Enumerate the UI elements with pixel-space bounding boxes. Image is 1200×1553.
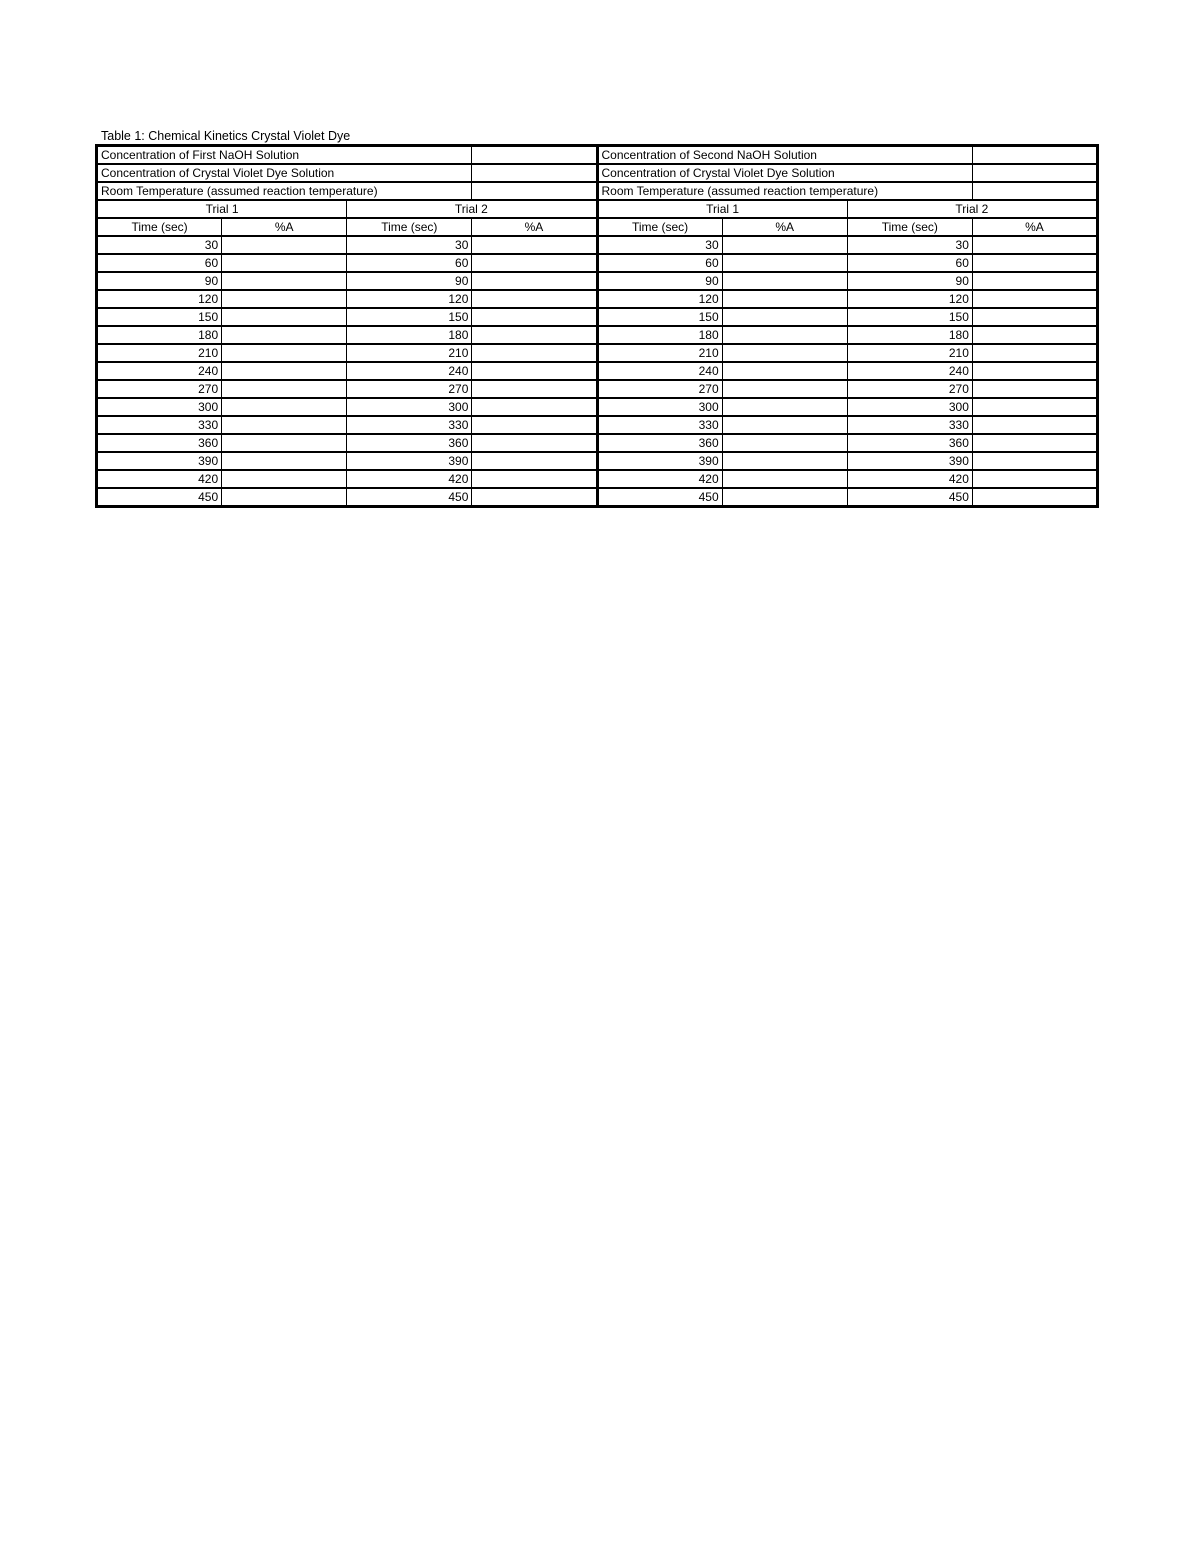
column-header: Time (sec) [347,218,472,236]
absorbance-cell[interactable] [222,416,347,434]
first-naoh-concentration-value[interactable] [472,146,597,165]
absorbance-cell[interactable] [222,362,347,380]
absorbance-cell[interactable] [472,398,597,416]
absorbance-cell[interactable] [972,344,1097,362]
time-cell: 360 [347,434,472,452]
info-row [97,146,1098,165]
time-cell: 210 [597,344,722,362]
time-cell: 120 [97,290,222,308]
table-caption: Table 1: Chemical Kinetics Crystal Violet Dye [101,129,351,143]
time-cell: 360 [847,434,972,452]
time-cell: 360 [597,434,722,452]
absorbance-cell[interactable] [472,290,597,308]
absorbance-cell[interactable] [972,254,1097,272]
room-temperature-label-left: Room Temperature (assumed reaction temperature) [97,182,472,200]
time-cell: 390 [597,452,722,470]
time-cell: 30 [97,236,222,254]
absorbance-cell[interactable] [472,416,597,434]
time-cell: 150 [347,308,472,326]
absorbance-cell[interactable] [722,362,847,380]
absorbance-cell[interactable] [722,308,847,326]
room-temperature-value-left[interactable] [472,182,597,200]
absorbance-cell[interactable] [972,452,1097,470]
time-cell: 420 [597,470,722,488]
absorbance-cell[interactable] [472,380,597,398]
absorbance-cell[interactable] [222,272,347,290]
absorbance-cell[interactable] [222,254,347,272]
table-row [97,236,1098,254]
table-row [97,434,1098,452]
table-row [97,326,1098,344]
absorbance-cell[interactable] [722,290,847,308]
dye-concentration-label-right: Concentration of Crystal Violet Dye Solution [597,164,972,182]
absorbance-cell[interactable] [972,326,1097,344]
time-cell: 240 [847,362,972,380]
time-cell: 90 [97,272,222,290]
time-cell: 450 [97,488,222,507]
dye-concentration-value-left[interactable] [472,164,597,182]
absorbance-cell[interactable] [972,398,1097,416]
absorbance-cell[interactable] [722,344,847,362]
table-row [97,362,1098,380]
absorbance-cell[interactable] [722,452,847,470]
table-row [97,380,1098,398]
absorbance-cell[interactable] [222,488,347,507]
absorbance-cell[interactable] [472,272,597,290]
absorbance-cell[interactable] [972,470,1097,488]
time-cell: 390 [847,452,972,470]
time-cell: 150 [97,308,222,326]
absorbance-cell[interactable] [972,488,1097,507]
time-cell: 420 [347,470,472,488]
absorbance-cell[interactable] [472,452,597,470]
dye-concentration-label-left: Concentration of Crystal Violet Dye Solution [97,164,472,182]
absorbance-cell[interactable] [972,362,1097,380]
time-cell: 330 [597,416,722,434]
time-cell: 210 [847,344,972,362]
time-cell: 90 [847,272,972,290]
table-row [97,452,1098,470]
column-header: Time (sec) [97,218,222,236]
info-row [97,182,1098,200]
absorbance-cell[interactable] [722,416,847,434]
column-header: Time (sec) [597,218,722,236]
room-temperature-value-right[interactable] [972,182,1097,200]
absorbance-cell[interactable] [472,470,597,488]
time-cell: 330 [97,416,222,434]
absorbance-cell[interactable] [472,488,597,507]
column-header: %A [972,218,1097,236]
column-header: %A [722,218,847,236]
time-cell: 60 [597,254,722,272]
time-cell: 300 [347,398,472,416]
absorbance-cell[interactable] [472,308,597,326]
time-cell: 360 [97,434,222,452]
absorbance-cell[interactable] [222,344,347,362]
absorbance-cell[interactable] [222,398,347,416]
absorbance-cell[interactable] [722,434,847,452]
time-cell: 270 [347,380,472,398]
time-cell: 120 [847,290,972,308]
time-cell: 420 [847,470,972,488]
data-rows [97,236,1098,507]
table-row [97,488,1098,507]
time-cell: 450 [597,488,722,507]
absorbance-cell[interactable] [972,236,1097,254]
time-cell: 90 [347,272,472,290]
absorbance-cell[interactable] [722,470,847,488]
time-cell: 180 [347,326,472,344]
time-cell: 180 [847,326,972,344]
table-row [97,272,1098,290]
absorbance-cell[interactable] [472,254,597,272]
second-naoh-concentration-label: Concentration of Second NaOH Solution [597,146,972,165]
time-cell: 90 [597,272,722,290]
time-cell: 120 [597,290,722,308]
time-cell: 240 [347,362,472,380]
time-cell: 270 [97,380,222,398]
absorbance-cell[interactable] [472,434,597,452]
time-cell: 450 [347,488,472,507]
time-cell: 180 [597,326,722,344]
trial-header: Trial 1 [597,200,847,218]
table-row [97,290,1098,308]
time-cell: 120 [347,290,472,308]
absorbance-cell[interactable] [222,380,347,398]
time-cell: 450 [847,488,972,507]
absorbance-cell[interactable] [722,398,847,416]
absorbance-cell[interactable] [972,380,1097,398]
absorbance-cell[interactable] [972,308,1097,326]
column-header-row [97,218,1098,236]
absorbance-cell[interactable] [722,380,847,398]
time-cell: 210 [97,344,222,362]
column-header: %A [472,218,597,236]
time-cell: 210 [347,344,472,362]
absorbance-cell[interactable] [722,254,847,272]
absorbance-cell[interactable] [972,272,1097,290]
trial-header: Trial 1 [97,200,347,218]
time-cell: 330 [847,416,972,434]
first-naoh-concentration-label: Concentration of First NaOH Solution [97,146,472,165]
trial-header: Trial 2 [847,200,1097,218]
absorbance-cell[interactable] [222,308,347,326]
time-cell: 270 [847,380,972,398]
time-cell: 150 [847,308,972,326]
time-cell: 300 [97,398,222,416]
absorbance-cell[interactable] [222,326,347,344]
time-cell: 30 [597,236,722,254]
second-naoh-concentration-value[interactable] [972,146,1097,165]
table-row [97,254,1098,272]
time-cell: 150 [597,308,722,326]
room-temperature-label-right: Room Temperature (assumed reaction temperature) [597,182,972,200]
time-cell: 420 [97,470,222,488]
time-cell: 30 [347,236,472,254]
kinetics-data-table [95,144,1099,508]
absorbance-cell[interactable] [972,416,1097,434]
absorbance-cell[interactable] [722,236,847,254]
time-cell: 330 [347,416,472,434]
absorbance-cell[interactable] [972,434,1097,452]
absorbance-cell[interactable] [222,452,347,470]
table-row [97,344,1098,362]
absorbance-cell[interactable] [222,290,347,308]
absorbance-cell[interactable] [472,326,597,344]
time-cell: 300 [597,398,722,416]
absorbance-cell[interactable] [472,344,597,362]
time-cell: 60 [347,254,472,272]
time-cell: 390 [347,452,472,470]
absorbance-cell[interactable] [722,488,847,507]
time-cell: 60 [97,254,222,272]
time-cell: 300 [847,398,972,416]
time-cell: 180 [97,326,222,344]
absorbance-cell[interactable] [472,362,597,380]
time-cell: 240 [97,362,222,380]
absorbance-cell[interactable] [722,272,847,290]
absorbance-cell[interactable] [472,236,597,254]
time-cell: 270 [597,380,722,398]
table-row [97,470,1098,488]
absorbance-cell[interactable] [972,290,1097,308]
trial-header-row [97,200,1098,218]
time-cell: 390 [97,452,222,470]
absorbance-cell[interactable] [222,434,347,452]
time-cell: 240 [597,362,722,380]
info-row [97,164,1098,182]
dye-concentration-value-right[interactable] [972,164,1097,182]
table-row [97,308,1098,326]
absorbance-cell[interactable] [722,326,847,344]
time-cell: 60 [847,254,972,272]
time-cell: 30 [847,236,972,254]
table-row [97,416,1098,434]
column-header: %A [222,218,347,236]
column-header: Time (sec) [847,218,972,236]
absorbance-cell[interactable] [222,236,347,254]
trial-header: Trial 2 [347,200,597,218]
table-row [97,398,1098,416]
absorbance-cell[interactable] [222,470,347,488]
